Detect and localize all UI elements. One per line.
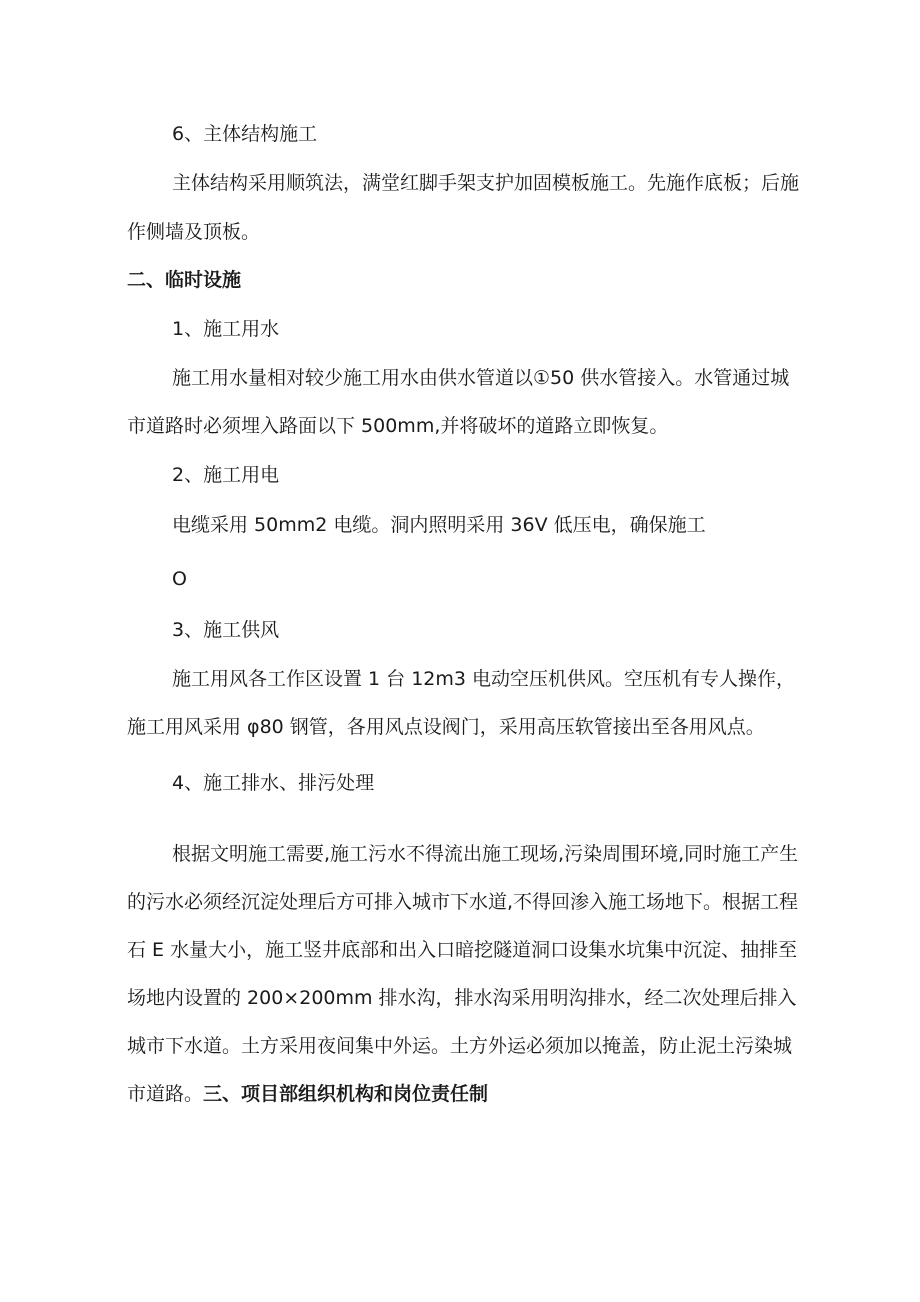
paragraph-line: 电缆采用 50mm2 电缆。洞内照明采用 36V 低压电，确保施工 [172,514,706,536]
part-3-heading: 三、项目部组织机构和岗位责任制 [203,1083,489,1105]
paragraph-line: O [172,568,187,590]
paragraph-line: 根据文明施工需要,施工污水不得流出施工现场,污染周围环境,同时施工产生 [172,843,799,865]
item-4-heading: 4、施工排水、排污处理 [172,772,375,794]
item-1-heading: 1、施工用水 [172,318,280,340]
item-2-heading: 2、施工用电 [172,464,280,486]
part-2-heading: 二、临时设施 [127,269,242,291]
paragraph-line-with-heading [127,1081,488,1107]
section-6-heading: 6、主体结构施工 [172,123,318,145]
paragraph-line: 的污水必须经沉淀处理后方可排入城市下水道,不得回渗入施工场地下。根据工程 [127,891,799,913]
paragraph-line: 作侧墙及顶板。 [127,221,261,243]
paragraph-line: 施工用水量相对较少施工用水由供水管道以①50 供水管接入。水管通过城 [172,367,790,389]
paragraph-line-end: 市道路。 [127,1083,204,1105]
paragraph-line: 石 E 水量大小，施工竖井底部和出入口暗挖隧道洞口设集水坑集中沉淀、抽排至 [127,939,798,961]
paragraph-line: 市道路时必须埋入路面以下 500mm,并将破坏的道路立即恢复。 [127,415,669,437]
paragraph-line: 施工用风各工作区设置 1 台 12m3 电动空压机供风。空压机有专人操作， [172,668,796,690]
item-3-heading: 3、施工供风 [172,619,280,641]
paragraph-line: 场地内设置的 200×200mm 排水沟，排水沟采用明沟排水，经二次处理后排入 [127,987,797,1009]
paragraph-line: 城市下水道。土方采用夜间集中外运。土方外运必须加以掩盖，防止泥土污染城 [127,1035,793,1057]
paragraph-line: 主体结构采用顺筑法，满堂红脚手架支护加固模板施工。先施作底板；后施 [172,172,800,194]
paragraph-line: 施工用风采用 φ80 钢管，各用风点设阀门，采用高压软管接出至各用风点。 [127,716,765,738]
